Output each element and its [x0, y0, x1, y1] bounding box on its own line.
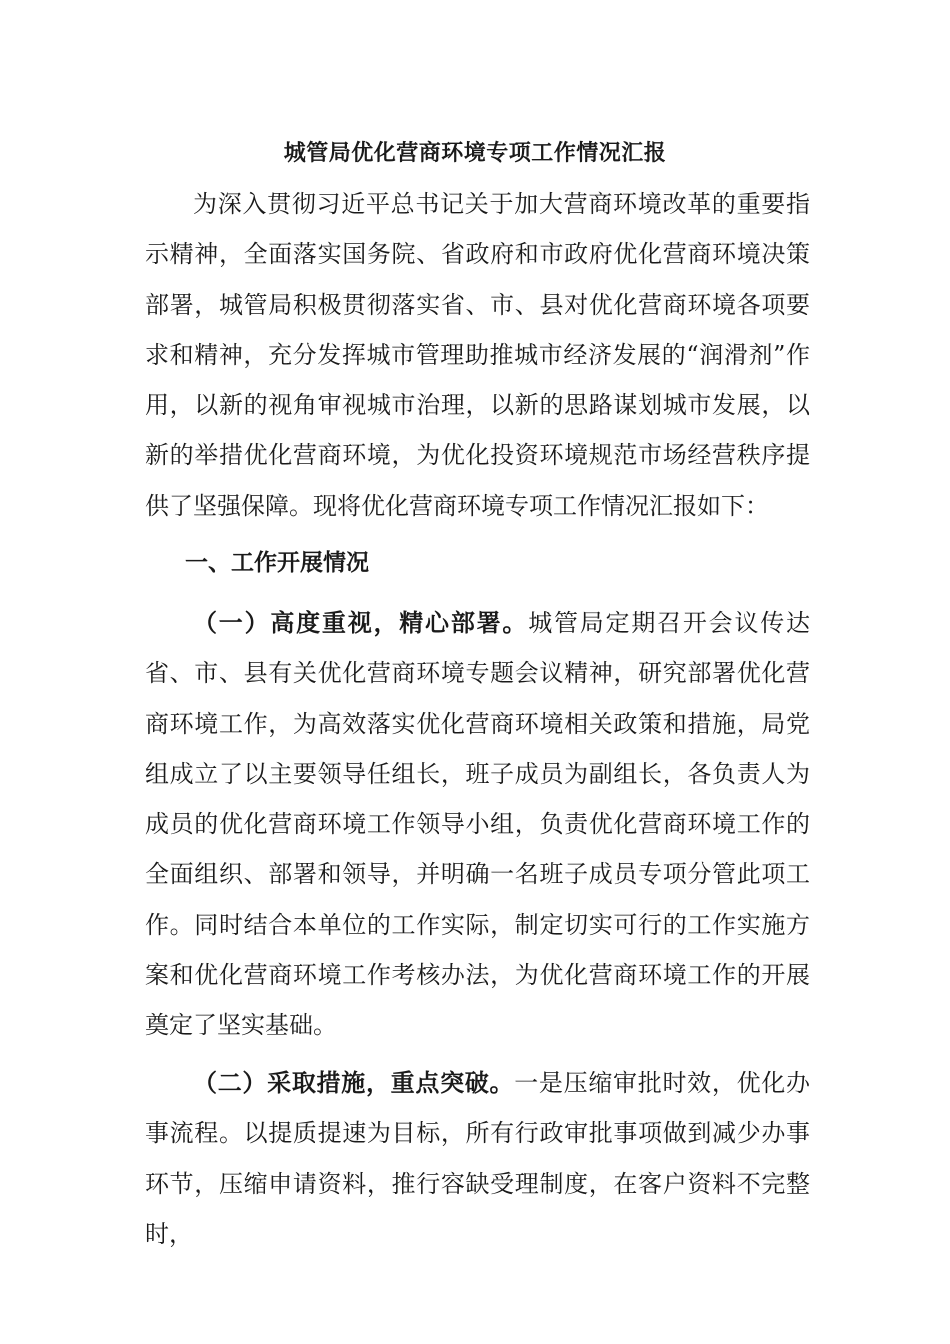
section-item-lead: （二）采取措施，重点突破。 [193, 1068, 515, 1097]
section-item-body: 一是压缩审批时效，优化办事流程。以提质提速为目标，所有行政审批事项做到减少办事环节，压缩申请资料，推行容缺受理制度，在客户资料不完整时， [145, 1069, 811, 1248]
section-item-paragraph [145, 1058, 810, 1259]
section-item-body: 城管局定期召开会议传达省、市、县有关优化营商环境专题会议精神，研究部署优化营商环境工作，为高效落实优化营商环境相关政策和措施，局党组成立了以主要领导任组长，班子成员为副组长，各负责人为成员的优化营商环境工作领导小组，负责优化营商环境工作的全面组织、部署和领导，并明确一名班子成员专项分管此项工作。同时结合本单位的工作实际，制定切实可行的工作实施方案和优化营商环境工作考核办法，为优化营商环境工作的开展奠定了坚实基础。 [145, 609, 811, 1040]
section-item-lead: （一）高度重视，精心部署。 [193, 608, 529, 637]
section-heading: 一、工作开展情况 [185, 549, 369, 576]
document-title: 城管局优化营商环境专项工作情况汇报 [283, 140, 667, 166]
intro-paragraph: 为深入贯彻习近平总书记关于加大营商环境改革的重要指示精神，全面落实国务院、省政府和市政府优化营商环境决策部署，城管局积极贯彻落实省、市、县对优化营商环境各项要求和精神，充分发挥城市管理助推城市经济发展的“润滑剂”作用，以新的视角审视城市治理，以新的思路谋划城市发展，以新的举措优化营商环境，为优化投资环境规范市场经营秩序提供了坚强保障。现将优化营商环境专项工作情况汇报如下： [145, 190, 810, 520]
section-item-paragraph [145, 598, 810, 1051]
